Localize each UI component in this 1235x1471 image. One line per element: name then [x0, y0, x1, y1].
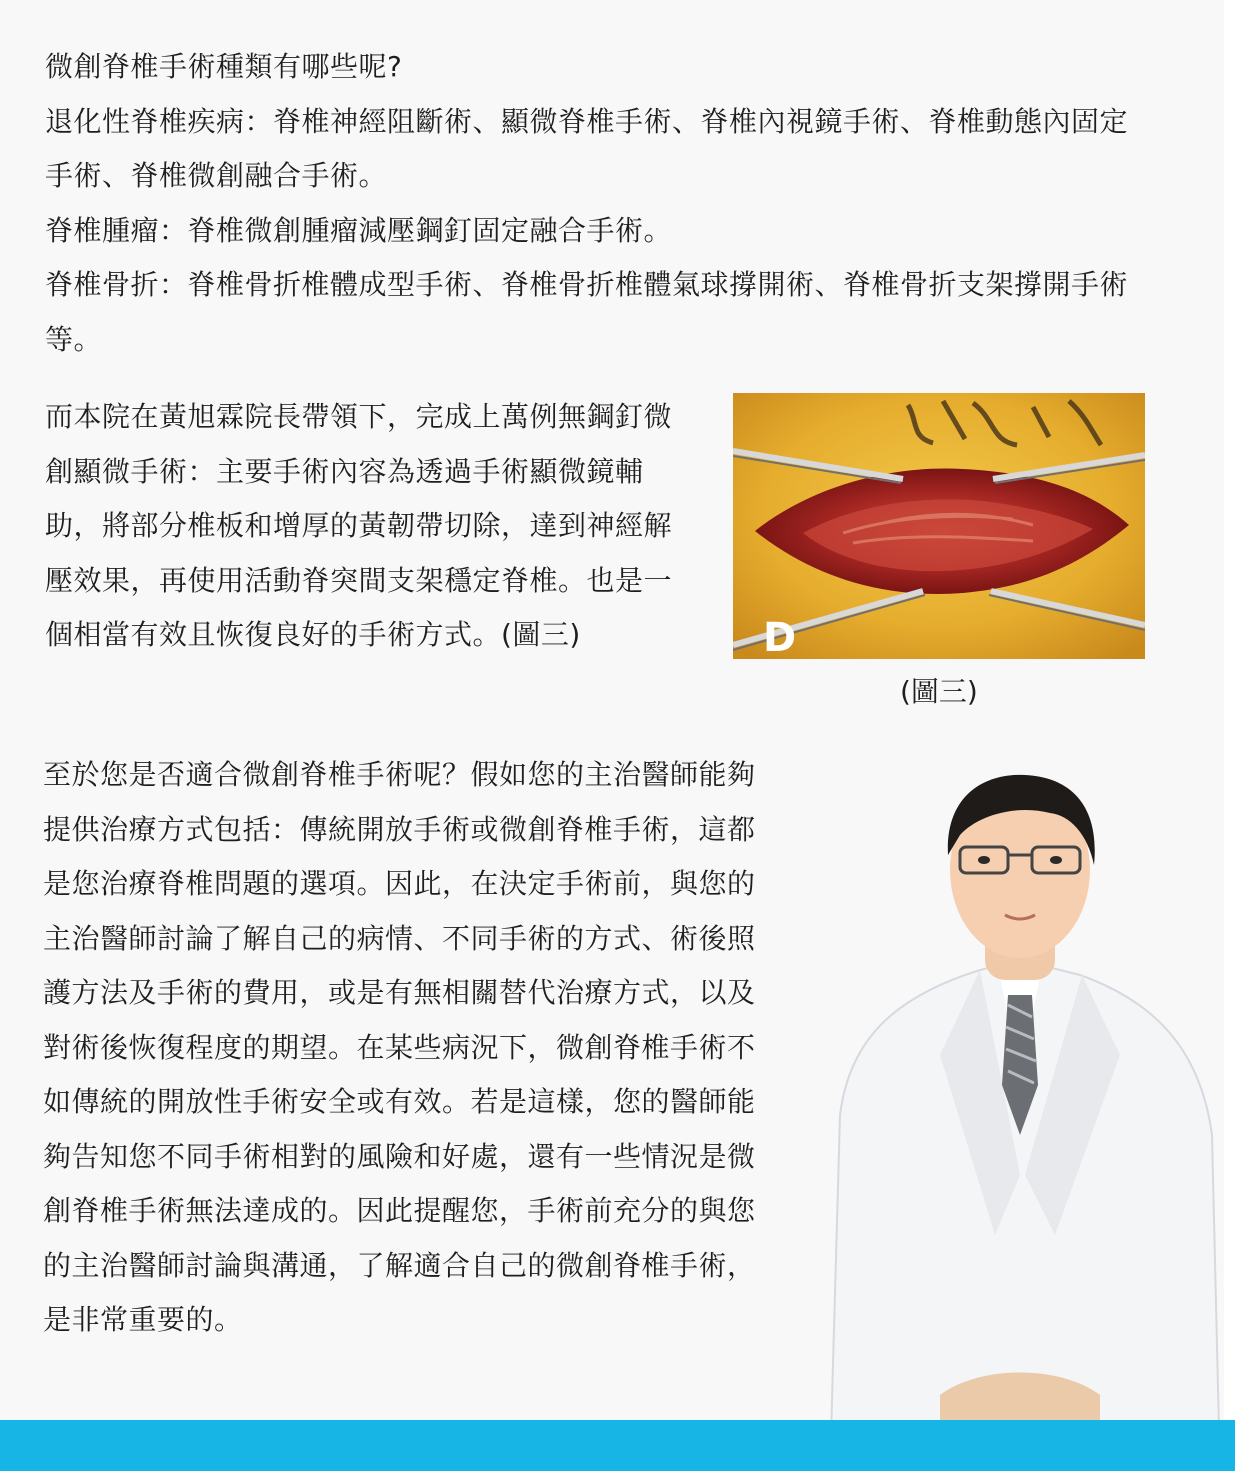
- photo-corner-letter: D: [763, 615, 797, 659]
- figure-3-caption: (圖三): [900, 675, 978, 708]
- intro-degenerative: 退化性脊椎疾病：脊椎神經阻斷術、顯微脊椎手術、脊椎內視鏡手術、脊椎動態內固定手術、脊椎微創融合手術。: [45, 104, 1129, 192]
- suitability-paragraph: 至於您是否適合微創脊椎手術呢？假如您的主治醫師能夠提供治療方式包括：傳統開放手術或微創脊椎手術，這都是您治療脊椎問題的選項。因此，在決定手術前，與您的主治醫師討論了解自己的病情、不同手術的方式、術後照護方法及手術的費用，或是有無相關替代治療方式，以及對術後恢復程度的期望。在某些病況下，微創脊椎手術不如傳統的開放性手術安全或有效。若是這樣，您的醫師能夠告知您不同手術相對的風險和好處，還有一些情況是微創脊椎手術無法達成的。因此提醒您，手術前充分的與您的主治醫師討論與溝通，了解適合自己的微創脊椎手術，是非常重要的。: [43, 758, 756, 1336]
- intro-heading: 微創脊椎手術種類有哪些呢?: [45, 50, 403, 83]
- doctor-portrait: [820, 755, 1220, 1471]
- intro-fracture: 脊椎骨折：脊椎骨折椎體成型手術、脊椎骨折椎體氣球撐開術、脊椎骨折支架撐開手術等。: [45, 268, 1129, 356]
- figure-3-surgery-photo: [733, 393, 1145, 659]
- surgical-incision-illustration: [733, 393, 1145, 659]
- footer-bar: [0, 1420, 1235, 1471]
- surgery-description-paragraph: 而本院在黃旭霖院長帶領下，完成上萬例無鋼釘微創顯微手術：主要手術內容為透過手術顯微鏡輔助，將部分椎板和增厚的黃韌帶切除，達到神經解壓效果，再使用活動脊突間支架穩定脊椎。也是一個相當有效且恢復良好的手術方式。(圖三): [45, 400, 673, 651]
- intro-section: [45, 40, 1155, 367]
- intro-tumor: 脊椎腫瘤：脊椎微創腫瘤減壓鋼釘固定融合手術。: [45, 213, 673, 247]
